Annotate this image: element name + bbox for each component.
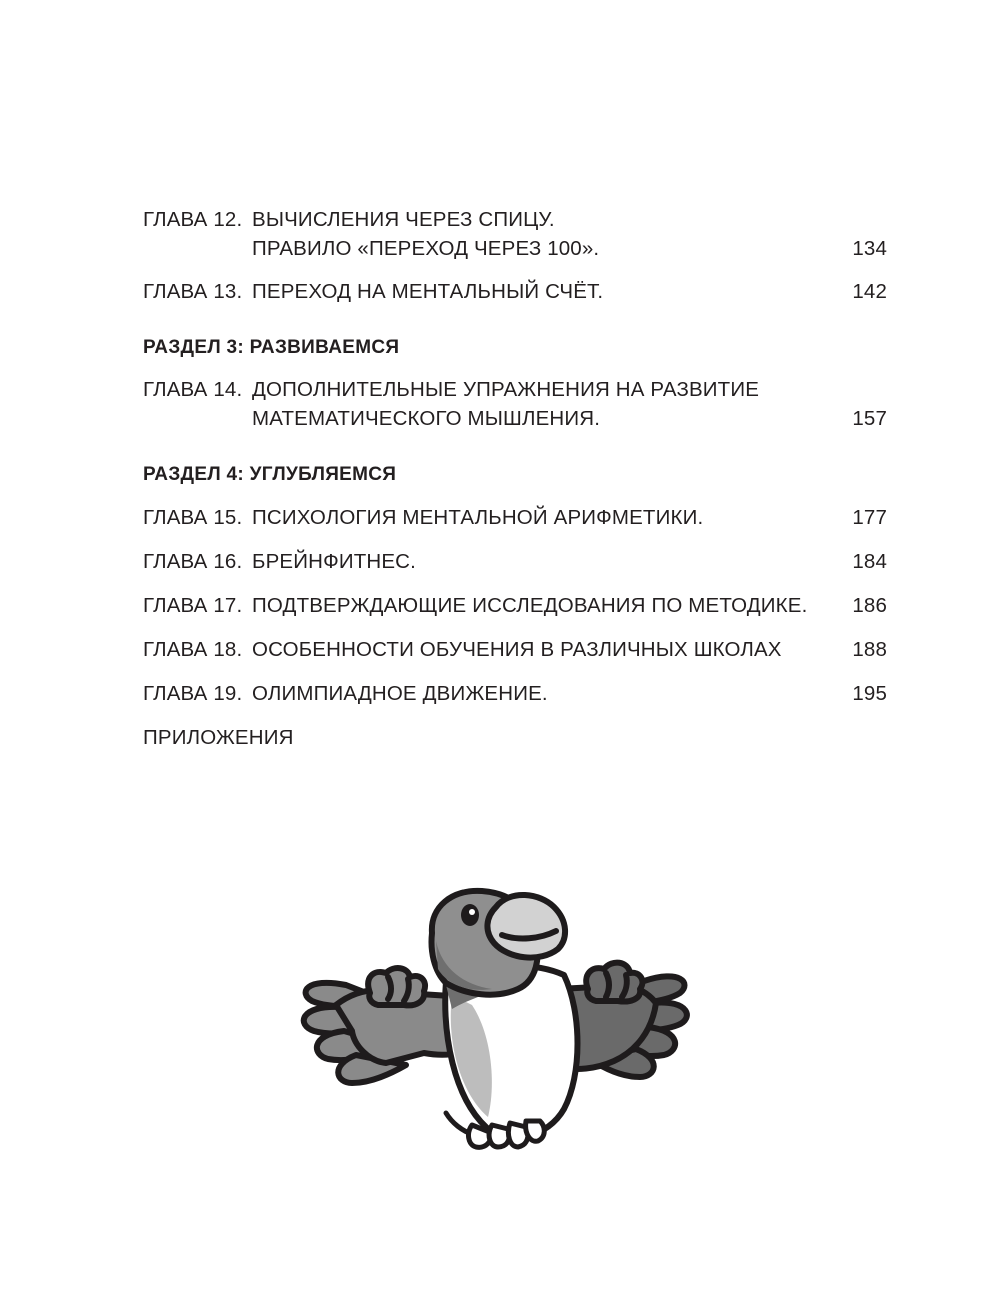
page-number: 186	[852, 594, 887, 617]
chapter-title-line-1: ВЫЧИСЛЕНИЯ ЧЕРЕЗ СПИЦУ.	[252, 208, 555, 231]
chapter-title-line-1: БРЕЙНФИТНЕС.	[252, 550, 416, 573]
chapter-label: ГЛАВА 12.	[143, 208, 243, 231]
section-heading-3: РАЗДЕЛ 3: РАЗВИВАЕМСЯ	[143, 337, 400, 358]
chapter-title	[252, 205, 887, 263]
page-number: 188	[852, 638, 887, 661]
page-number: 184	[852, 550, 887, 573]
chapter-title-line-1: ПЕРЕХОД НА МЕНТАЛЬНЫЙ СЧЁТ.	[252, 280, 604, 303]
page-number: 195	[852, 682, 887, 705]
toc-entry-chapter-18[interactable]	[143, 635, 887, 664]
chapter-label: ГЛАВА 13.	[143, 280, 243, 303]
chapter-label: ГЛАВА 18.	[143, 638, 243, 661]
toc-entry-chapter-15[interactable]	[143, 503, 887, 532]
bullfinch-mascot-icon	[296, 885, 696, 1165]
chapter-title-line-1: ПСИХОЛОГИЯ МЕНТАЛЬНОЙ АРИФМЕТИКИ.	[252, 506, 704, 529]
chapter-label: ГЛАВА 17.	[143, 594, 243, 617]
chapter-title	[252, 679, 887, 708]
page-number: 142	[852, 280, 887, 303]
chapter-title	[252, 547, 887, 576]
chapter-title-line-2: МАТЕМАТИЧЕСКОГО МЫШЛЕНИЯ.	[252, 407, 601, 430]
chapter-title-line-1: ДОПОЛНИТЕЛЬНЫЕ УПРАЖНЕНИЯ НА РАЗВИТИЕ	[252, 378, 760, 401]
toc-entry-chapter-12[interactable]	[143, 205, 887, 263]
chapter-label: ГЛАВА 14.	[143, 378, 243, 401]
chapter-title	[252, 591, 887, 620]
page-number: 157	[852, 407, 887, 430]
chapter-title-line-1: ОСОБЕННОСТИ ОБУЧЕНИЯ В РАЗЛИЧНЫХ ШКОЛАХ	[252, 638, 782, 661]
chapter-title	[252, 277, 887, 306]
chapter-title	[252, 635, 887, 664]
page-number: 134	[852, 237, 887, 260]
chapter-title	[252, 375, 887, 433]
toc-entry-chapter-17[interactable]	[143, 591, 887, 620]
chapter-label: ГЛАВА 16.	[143, 550, 243, 573]
chapter-title-line-1: ПОДТВЕРЖДАЮЩИЕ ИССЛЕДОВАНИЯ ПО МЕТОДИКЕ.	[252, 594, 808, 617]
chapter-label: ГЛАВА 19.	[143, 682, 243, 705]
chapter-title	[252, 503, 887, 532]
toc-entry-chapter-19[interactable]	[143, 679, 887, 708]
chapter-title-line-2: ПРАВИЛО «ПЕРЕХОД ЧЕРЕЗ 100».	[252, 237, 600, 260]
chapter-label: ГЛАВА 15.	[143, 506, 243, 529]
toc-entry-chapter-13[interactable]	[143, 277, 887, 306]
toc-entry-chapter-14[interactable]	[143, 375, 887, 433]
toc-entry-chapter-16[interactable]	[143, 547, 887, 576]
page-number: 177	[852, 506, 887, 529]
toc-entry-appendix[interactable]: ПРИЛОЖЕНИЯ	[143, 726, 294, 749]
table-of-contents	[143, 205, 887, 752]
chapter-title-line-1: ОЛИМПИАДНОЕ ДВИЖЕНИЕ.	[252, 682, 548, 705]
section-heading-4: РАЗДЕЛ 4: УГЛУБЛЯЕМСЯ	[143, 464, 397, 485]
